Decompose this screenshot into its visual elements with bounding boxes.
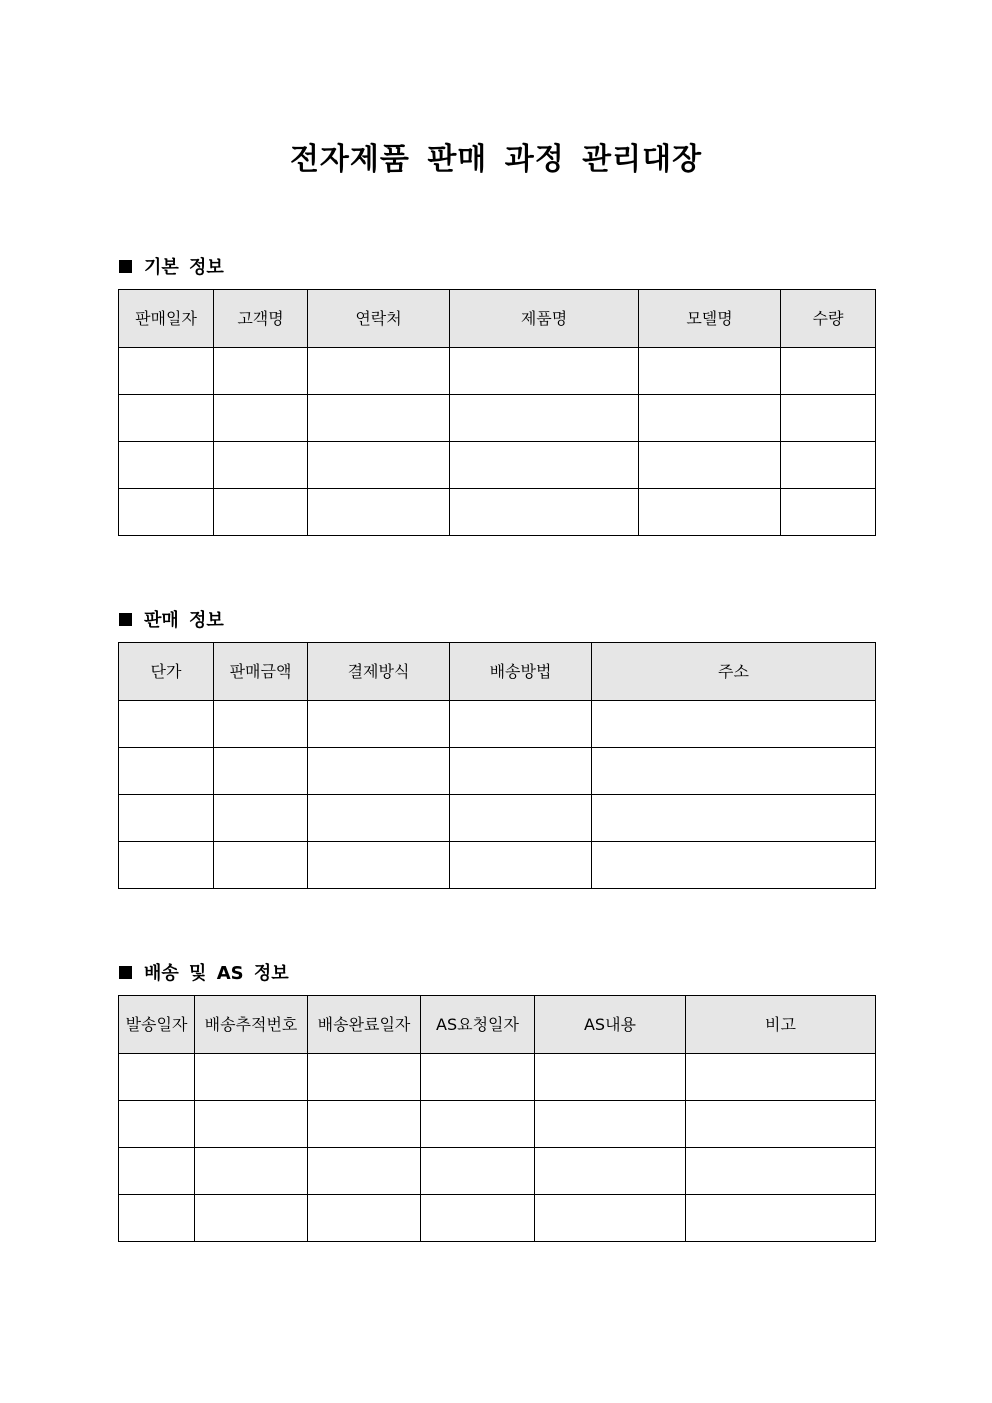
table-cell[interactable] [450,348,639,395]
table-cell[interactable] [421,1101,535,1148]
table-cell[interactable] [535,1148,686,1195]
table-cell[interactable] [214,701,308,748]
table-cell[interactable] [214,348,308,395]
table-cell[interactable] [535,1195,686,1242]
table-cell[interactable] [450,442,639,489]
table-cell[interactable] [421,1195,535,1242]
table-header-row [119,996,876,1054]
table-cell[interactable] [592,701,876,748]
table-cell[interactable] [686,1195,876,1242]
sales-info-table [118,642,876,889]
table-cell[interactable] [195,1195,308,1242]
table-cell[interactable] [421,1054,535,1101]
table-header-row [119,643,876,701]
table-cell[interactable] [214,842,308,889]
square-bullet-icon [119,613,132,626]
table-cell[interactable] [214,395,308,442]
column-header: 주소 [592,643,876,701]
table-cell[interactable] [781,442,876,489]
table-row [119,348,876,395]
section-heading-basic [119,253,224,279]
column-header: 연락처 [308,290,450,348]
table-cell[interactable] [450,489,639,536]
column-header: 비고 [686,996,876,1054]
page-title: 전자제품 판매 과정 관리대장 [289,142,703,177]
delivery-as-table [118,995,876,1242]
table-cell[interactable] [308,442,450,489]
table-cell[interactable] [119,1054,195,1101]
table-cell[interactable] [308,842,450,889]
column-header: 판매일자 [119,290,214,348]
column-header: 고객명 [214,290,308,348]
table-row [119,1101,876,1148]
table-cell[interactable] [421,1148,535,1195]
square-bullet-icon [119,966,132,979]
table-header-row [119,290,876,348]
column-header: 배송완료일자 [308,996,421,1054]
table-cell[interactable] [781,348,876,395]
table-cell[interactable] [592,842,876,889]
section-heading-label: 배송 및 AS 정보 [144,963,289,984]
table-cell[interactable] [450,701,592,748]
table-cell[interactable] [308,1054,421,1101]
column-header: 수량 [781,290,876,348]
table-cell[interactable] [119,1148,195,1195]
table-cell[interactable] [119,795,214,842]
column-header: 결제방식 [308,643,450,701]
table-cell[interactable] [119,489,214,536]
section-heading-label: 기본 정보 [144,257,224,278]
table-cell[interactable] [535,1054,686,1101]
table-cell[interactable] [450,748,592,795]
table-cell[interactable] [308,1148,421,1195]
column-header: 배송방법 [450,643,592,701]
table-cell[interactable] [119,348,214,395]
table-row [119,842,876,889]
table-cell[interactable] [195,1101,308,1148]
table-cell[interactable] [639,348,781,395]
column-header: AS요청일자 [421,996,535,1054]
table-cell[interactable] [195,1148,308,1195]
table-row [119,1148,876,1195]
table-cell[interactable] [450,795,592,842]
column-header: 배송추적번호 [195,996,308,1054]
table-cell[interactable] [308,348,450,395]
table-cell[interactable] [119,1195,195,1242]
table-cell[interactable] [119,1101,195,1148]
table-row [119,748,876,795]
table-cell[interactable] [119,701,214,748]
section-heading-delivery [119,959,289,985]
section-heading-sales [119,606,224,632]
table-cell[interactable] [450,842,592,889]
table-cell[interactable] [119,748,214,795]
table-row [119,1054,876,1101]
section-heading-label: 판매 정보 [144,610,224,631]
table-cell[interactable] [214,489,308,536]
square-bullet-icon [119,260,132,273]
table-row [119,395,876,442]
table-cell[interactable] [592,795,876,842]
table-cell[interactable] [686,1054,876,1101]
table-cell[interactable] [781,395,876,442]
table-cell[interactable] [535,1101,686,1148]
column-header: AS내용 [535,996,686,1054]
table-row [119,442,876,489]
table-cell[interactable] [592,748,876,795]
table-row [119,489,876,536]
table-cell[interactable] [119,842,214,889]
column-header: 판매금액 [214,643,308,701]
column-header: 모델명 [639,290,781,348]
table-cell[interactable] [195,1054,308,1101]
table-cell[interactable] [308,395,450,442]
table-cell[interactable] [450,395,639,442]
table-cell[interactable] [119,395,214,442]
table-cell[interactable] [308,1195,421,1242]
table-cell[interactable] [308,489,450,536]
basic-info-table [118,289,876,536]
table-cell[interactable] [639,395,781,442]
table-cell[interactable] [308,701,450,748]
column-header: 제품명 [450,290,639,348]
table-cell[interactable] [639,442,781,489]
table-cell[interactable] [308,1101,421,1148]
table-cell[interactable] [686,1148,876,1195]
table-cell[interactable] [686,1101,876,1148]
table-cell[interactable] [308,795,450,842]
column-header: 발송일자 [119,996,195,1054]
table-cell[interactable] [781,489,876,536]
table-row [119,701,876,748]
column-header: 단가 [119,643,214,701]
table-cell[interactable] [119,442,214,489]
table-cell[interactable] [639,489,781,536]
table-row [119,1195,876,1242]
table-cell[interactable] [214,442,308,489]
table-cell[interactable] [214,748,308,795]
table-cell[interactable] [214,795,308,842]
table-cell[interactable] [308,748,450,795]
table-row [119,795,876,842]
